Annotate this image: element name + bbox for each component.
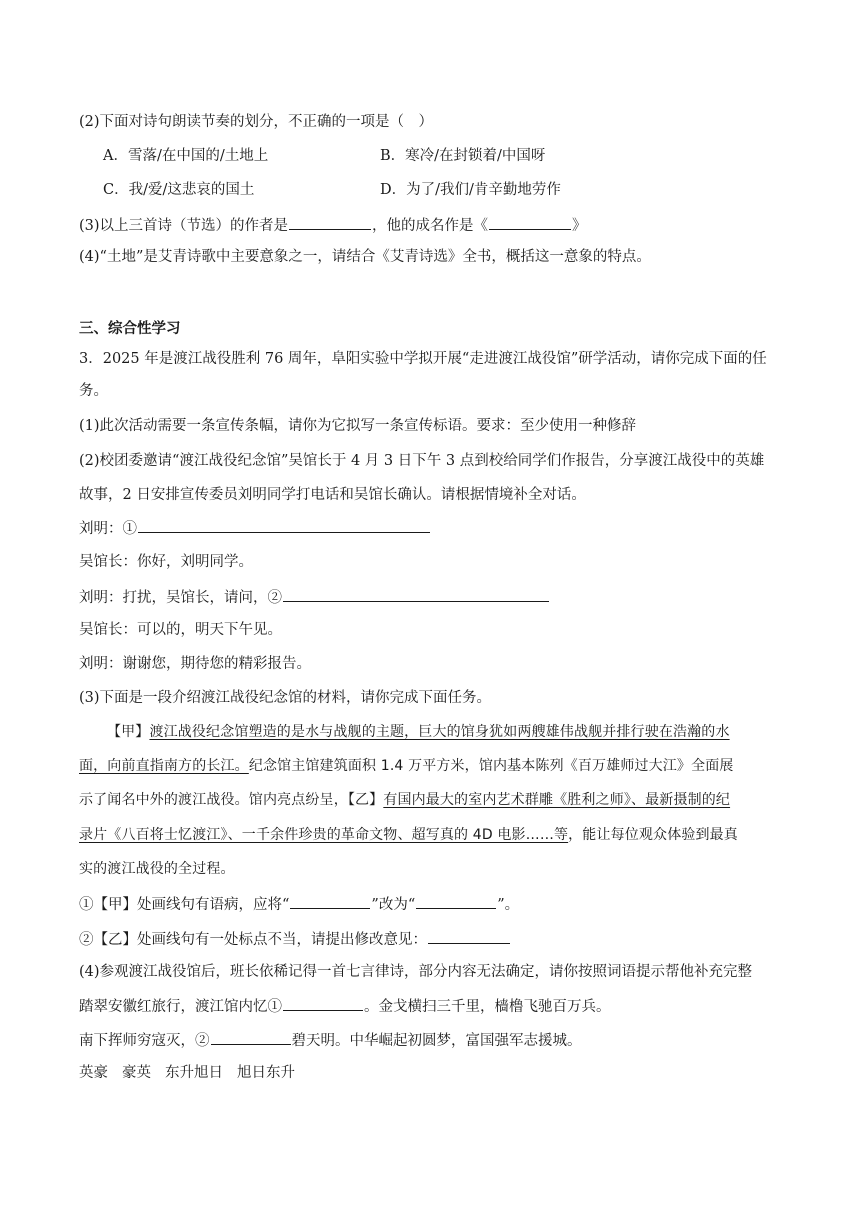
task1-blank-revised[interactable] bbox=[416, 893, 496, 909]
underlined-sentence-jia: 渡江战役纪念馆塑造的是水与战舰的主题，巨大的馆身犹如两艘雄伟战舰并排行驶在浩瀚的水 bbox=[149, 724, 730, 740]
task-2: ②【乙】处画线句有一处标点不当，请提出修改意见： bbox=[79, 928, 511, 950]
option-d: D．为了/我们/肯辛勤地劳作 bbox=[380, 182, 561, 198]
task2-blank[interactable] bbox=[428, 928, 510, 944]
word-hint-1: 英豪 bbox=[79, 1065, 108, 1081]
material-line-1: 【甲】渡江战役纪念馆塑造的是水与战舰的主题，巨大的馆身犹如两艘雄伟战舰并排行驶在浩瀚的水 bbox=[107, 724, 730, 740]
material-line-4: 录片《八百将士忆渡江》、一千余件珍贵的革命文物、超写真的 4D 电影……等，能让每位观众体验到最真 bbox=[79, 827, 738, 843]
option-b: B．寒冷/在封锁着/中国呀 bbox=[380, 148, 546, 164]
dialogue-line-2: 吴馆长：你好，刘明同学。 bbox=[79, 554, 253, 570]
material-line-2: 面，向前直指南方的长江。纪念馆主馆建筑面积 1.4 万平方米，馆内基本陈列《百万雄师过大江》全面展 bbox=[79, 758, 734, 774]
q3-1-slogan: (1)此次活动需要一条宣传条幅，请你为它拟写一条宣传标语。要求：至少使用一种修辞 bbox=[79, 418, 637, 434]
dialogue-line-4: 吴馆长：可以的，明天下午见。 bbox=[79, 622, 282, 638]
author-blank[interactable] bbox=[289, 214, 371, 230]
q3-2-line2: 故事，2 日安排宣传委员刘明同学打电话和吴馆长确认。请根据情境补全对话。 bbox=[79, 487, 586, 503]
section-heading: 三、综合性学习 bbox=[79, 321, 181, 337]
option-c: C．我/爱/这悲哀的国土 bbox=[103, 182, 255, 198]
q3-3-instruction: (3)下面是一段介绍渡江战役纪念馆的材料，请你完成下面任务。 bbox=[79, 690, 492, 706]
dialogue-blank-1[interactable] bbox=[138, 517, 430, 533]
question-2-stem: (2)下面对诗句朗读节奏的划分，不正确的一项是（ ） bbox=[79, 114, 434, 130]
poem-blank-2[interactable] bbox=[211, 1029, 291, 1045]
work-title-blank[interactable] bbox=[489, 214, 571, 230]
q3-intro-line1: 3．2025 年是渡江战役胜利 76 周年，阜阳实验中学拟开展“走进渡江战役馆”研学活动，请你完成下面的任 bbox=[79, 351, 767, 367]
option-a: A．雪落/在中国的/土地上 bbox=[103, 148, 269, 164]
dialogue-blank-2[interactable] bbox=[283, 586, 549, 602]
material-line-3: 示了闻名中外的渡江战役。馆内亮点纷呈，【乙】有国内最大的室内艺术群雕《胜利之师》、最新摄制的纪 bbox=[79, 792, 731, 808]
poem-line-1: 踏翠安徽红旅行，渡江馆内忆① 。金戈横扫三千里，樯橹飞驰百万兵。 bbox=[79, 995, 611, 1017]
question-3-author: (3)以上三首诗（节选）的作者是 ，他的成名作是《 》 bbox=[79, 214, 587, 236]
poem-blank-1[interactable] bbox=[283, 995, 363, 1011]
word-hint-2: 豪英 bbox=[122, 1065, 151, 1081]
word-hints bbox=[79, 1063, 295, 1083]
task-1: ①【甲】处画线句有语病，应将“ ”改为“ ”。 bbox=[79, 893, 519, 915]
task1-blank-original[interactable] bbox=[290, 893, 370, 909]
q3-4-line1: (4)参观渡江战役馆后，班长依稀记得一首七言律诗，部分内容无法确定，请你按照词语提示帮他补充完整 bbox=[79, 964, 753, 980]
q3-2-line1: (2)校团委邀请“渡江战役纪念馆”吴馆长于 4 月 3 日下午 3 点到校给同学们作报告，分享渡江战役中的英雄 bbox=[79, 453, 765, 469]
underlined-sentence-yi: 有国内最大的室内艺术群雕《胜利之师》、最新摄制的纪 bbox=[383, 792, 731, 808]
word-hint-4: 旭日东升 bbox=[237, 1065, 295, 1081]
dialogue-line-3: 刘明：打扰，吴馆长，请问，② bbox=[79, 586, 550, 608]
dialogue-line-5: 刘明：谢谢您，期待您的精彩报告。 bbox=[79, 656, 311, 672]
word-hint-3: 东升旭日 bbox=[165, 1065, 223, 1081]
dialogue-line-1: 刘明：① bbox=[79, 517, 431, 539]
q3-intro-line2: 务。 bbox=[79, 383, 108, 399]
poem-line-2: 南下挥师穷寇灭，② 碧天明。中华崛起初圆梦，富国强军志援城。 bbox=[79, 1029, 582, 1051]
material-line-5: 实的渡江战役的全过程。 bbox=[79, 861, 235, 877]
question-4-land: (4)“土地”是艾青诗歌中主要意象之一，请结合《艾青诗选》全书，概括这一意象的特点。 bbox=[79, 249, 651, 265]
